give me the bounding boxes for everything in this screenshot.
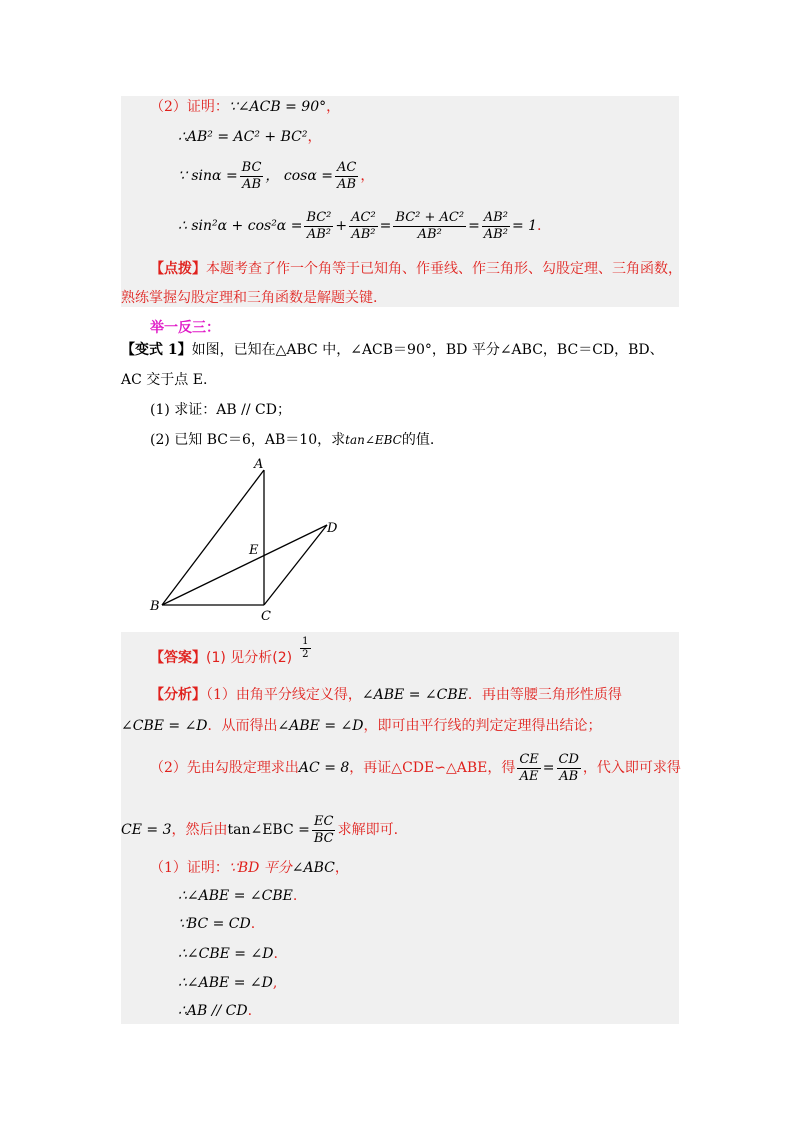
proof2-line2: ∴AB² = AC² + BC²， bbox=[178, 129, 322, 145]
fraction-bc-ab: $\frac{BC}{AB}$ bbox=[241, 159, 262, 192]
analysis-line4: CE = 3 ，然后由 tan∠EBC = $\frac{EC}{BC}$ 求解即可. bbox=[121, 813, 399, 846]
label-b: B bbox=[150, 599, 160, 614]
variant-line1: 【变式 1】如图，已知在△ABC 中，∠ACB＝90°，BD 平分∠ABC，BC＝CD，BD、 bbox=[121, 342, 664, 358]
proof1-line3: ∵BC = CD. bbox=[178, 916, 256, 932]
answer-line: 【答案】 (1) 见分析(2) $\frac{1}{2}$ bbox=[150, 635, 309, 666]
proof2-line4: ∴ sin²α + cos²α = $\frac{\text{BC²}}{\text{AB²}}$ + $\frac{\text{AC²}}{\text{AB²}}$ = $\frac{\text{BC² + AC²}}{\text{AB²}}$ = $\frac{\text{AB²}}{\text{AB²}}$ = 1 . bbox=[178, 209, 542, 242]
variant-q1: (1) 求证：AB // CD； bbox=[150, 402, 291, 418]
tip-line2: 熟练掌握勾股定理和三角函数是解题关键. bbox=[121, 290, 378, 306]
variant-line2: AC 交于点 E. bbox=[121, 372, 208, 388]
fraction-ac-ab: $\frac{AC}{AB}$ bbox=[336, 159, 357, 192]
segment-cd bbox=[264, 525, 327, 605]
proof1-line1: （1）证明：∵BD 平分∠ABC， bbox=[150, 860, 349, 876]
fraction: $\frac{\text{AC²}}{\text{AB²}}$ bbox=[351, 209, 376, 242]
proof2-line1: （2）证明：∵∠ACB = 90°， bbox=[150, 99, 341, 115]
proof1-line4: ∴∠CBE = ∠D. bbox=[178, 946, 278, 962]
analysis-line2: ∠CBE = ∠D．从而得出∠ABE = ∠D，即可由平行线的判定定理得出结论； bbox=[121, 718, 602, 734]
proof2-line3: ∵ sinα = $\frac{BC}{AB}$ ， cosα = $\frac{AC}{AB}$ ， bbox=[178, 159, 375, 192]
proof1-line6: ∴AB // CD. bbox=[178, 1003, 253, 1019]
label-a: A bbox=[254, 457, 264, 472]
fraction: $\frac{\text{AB²}}{\text{AB²}}$ bbox=[483, 209, 508, 242]
proof1-line2: ∴∠ABE = ∠CBE. bbox=[178, 888, 298, 904]
label-e: E bbox=[249, 543, 259, 558]
segment-bd bbox=[162, 525, 327, 605]
label-d: D bbox=[327, 521, 338, 536]
segment-ab bbox=[162, 470, 264, 605]
fraction-ce-ae: $\frac{CE}{AE}$ bbox=[519, 751, 539, 784]
variant-q2: (2) 已知 BC＝6，AB＝10，求tan∠EBC的值. bbox=[150, 432, 435, 448]
analysis-line3: （2）先由勾股定理求出 AC = 8 ，再证△CDE∽△ABE，得 $\frac{CE}{AE}$ = $\frac{CD}{AB}$ ，代入即可求得 bbox=[150, 751, 681, 784]
section-title: 举一反三： bbox=[150, 320, 220, 336]
fraction: $\frac{\text{BC² + AC²}}{\text{AB²}}$ bbox=[395, 209, 465, 242]
fraction-cd-ab: $\frac{CD}{AB}$ bbox=[558, 751, 579, 784]
label-c: C bbox=[261, 609, 271, 624]
geometry-figure bbox=[140, 450, 360, 625]
proof1-line5: ∴∠ABE = ∠D, bbox=[178, 975, 278, 991]
answer-fraction: $\frac{1}{2}$ bbox=[302, 635, 309, 660]
tip-line1: 【点拨】本题考查了作一个角等于已知角、作垂线、作三角形、勾股定理、三角函数， bbox=[150, 261, 682, 277]
fraction: $\frac{\text{BC²}}{\text{AB²}}$ bbox=[306, 209, 332, 242]
analysis-line1: 【分析】（1）由角平分线定义得，∠ABE = ∠CBE．再由等腰三角形性质得 bbox=[150, 687, 622, 703]
fraction-ec-bc: $\frac{EC}{BC}$ bbox=[313, 813, 334, 846]
